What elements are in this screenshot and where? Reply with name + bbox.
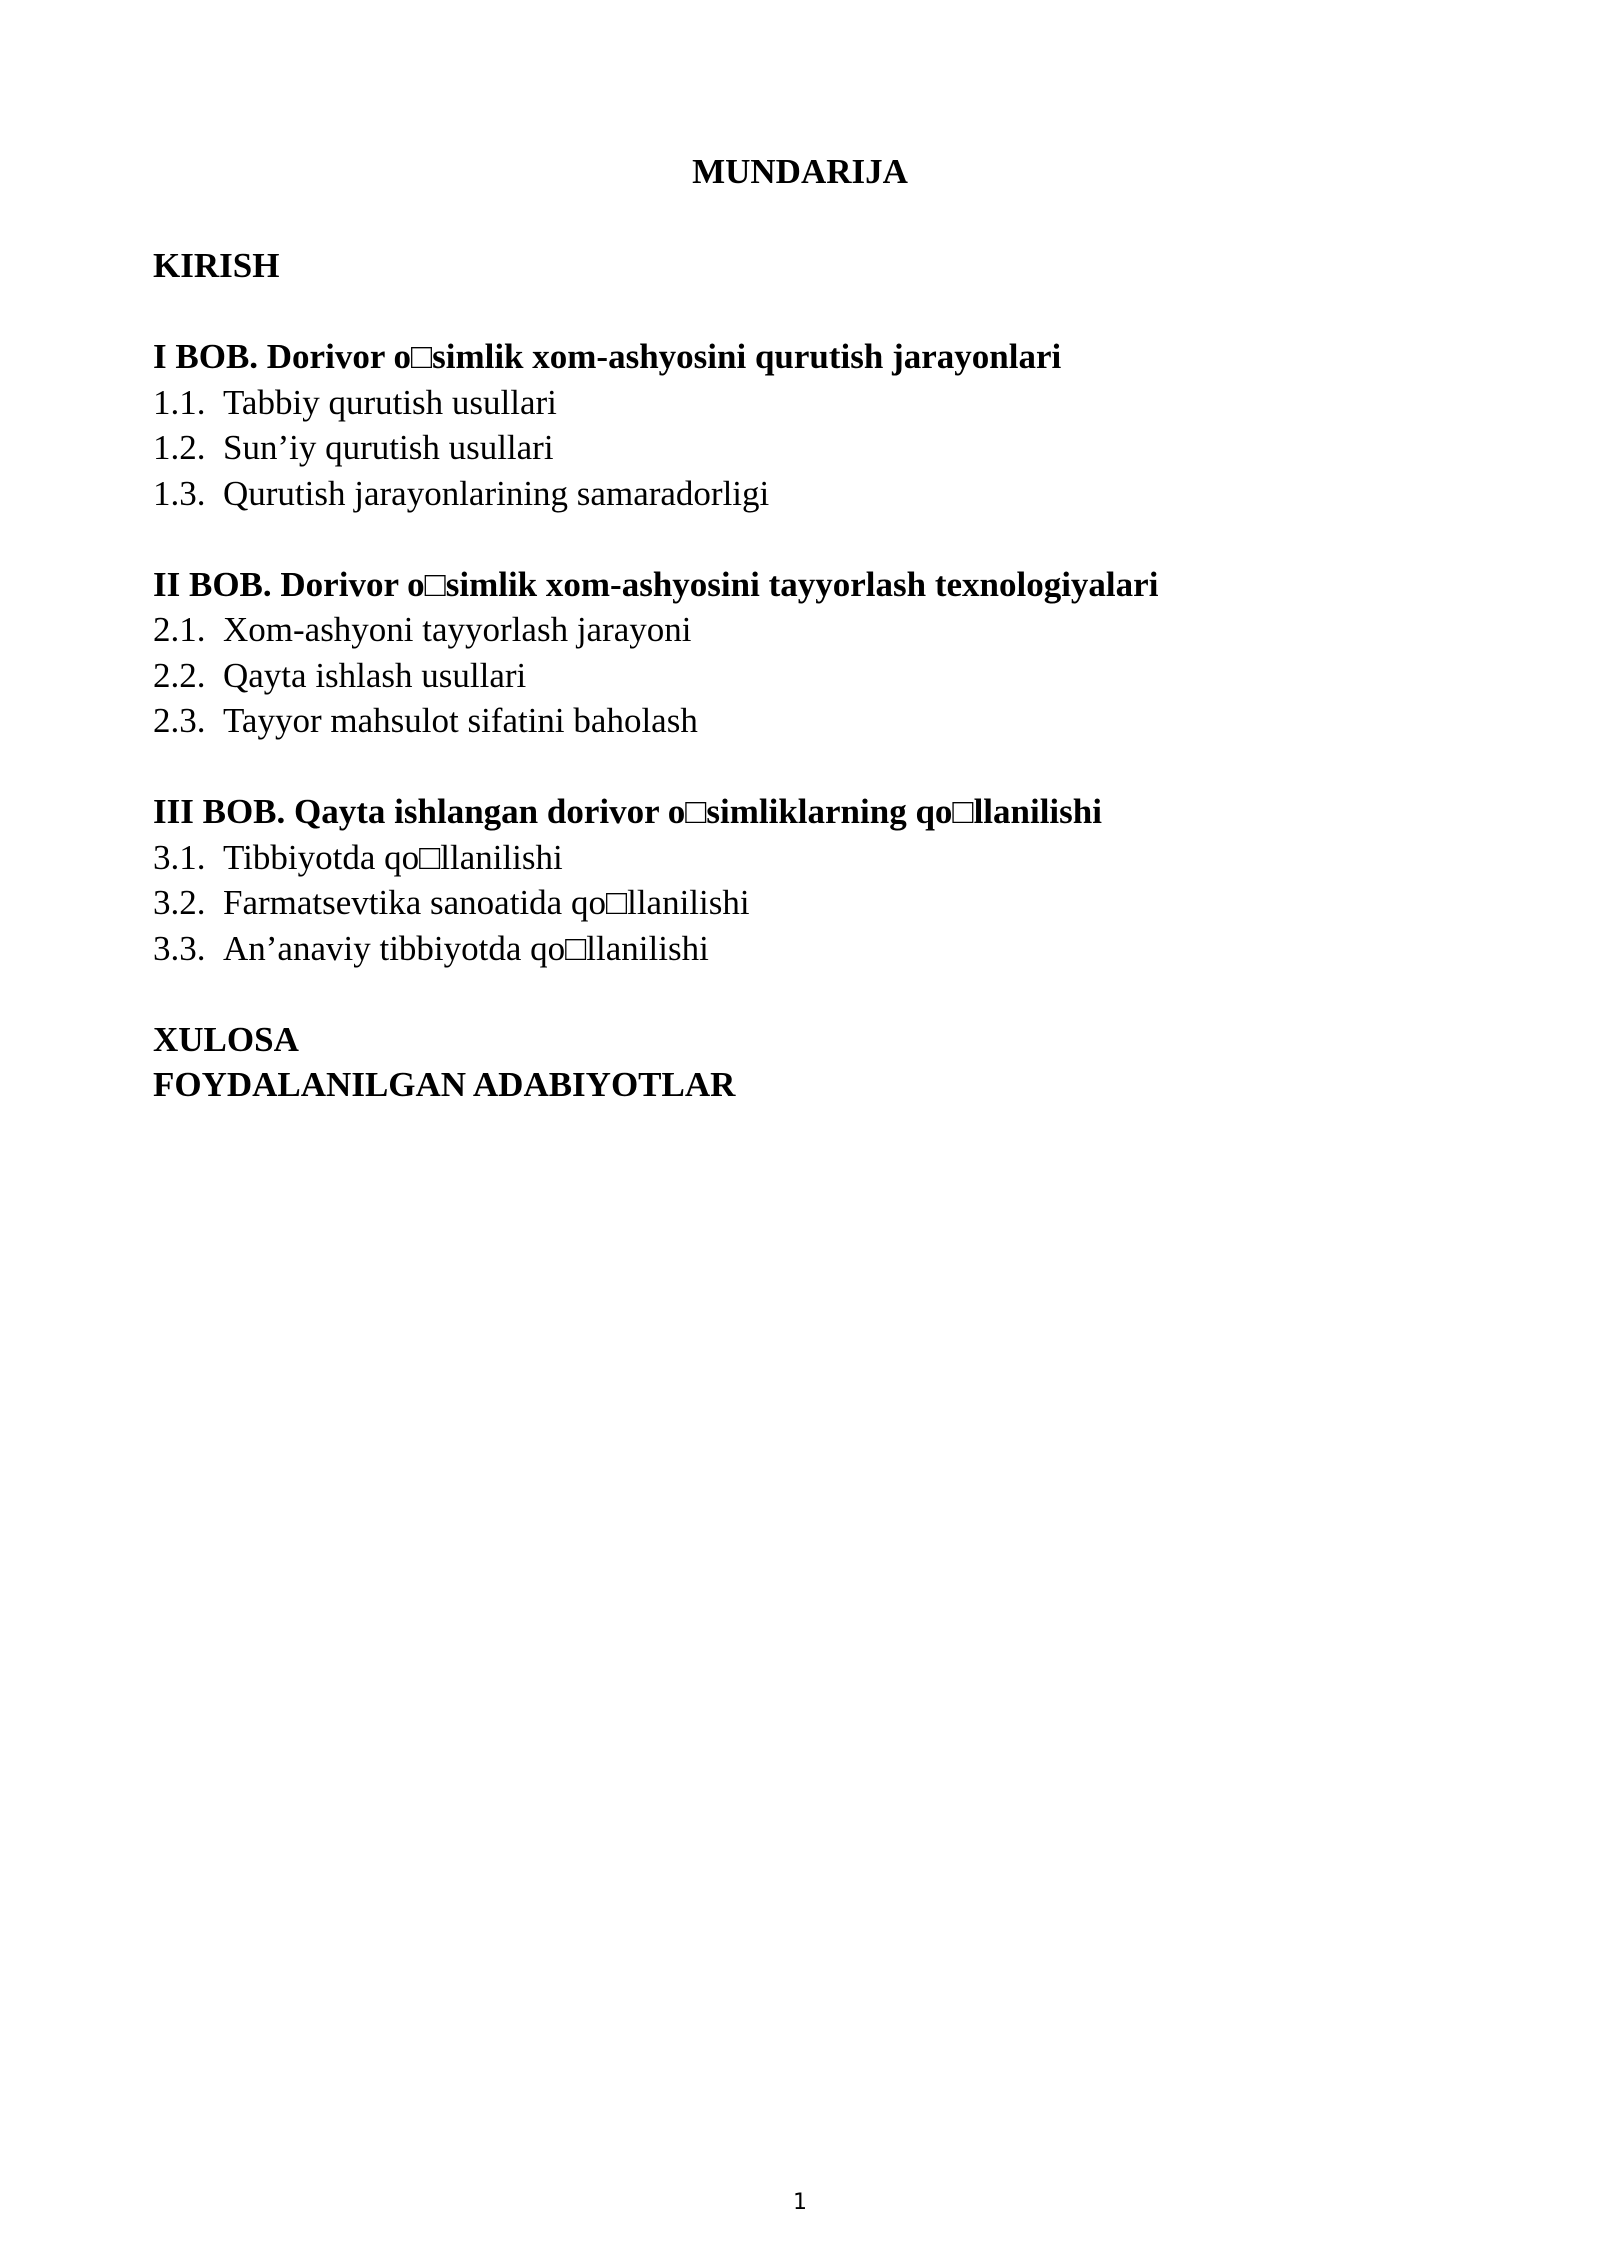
section-title: Tabbiy qurutish usullari [223, 382, 557, 422]
section-number: 1.1. [153, 382, 206, 422]
section-2-1 [153, 607, 1453, 653]
section-number: 3.2. [153, 883, 206, 922]
page-number: 1 [793, 2190, 807, 2215]
section-title: Sun’iy qurutish usullari [223, 428, 554, 467]
toc-references: FOYDALANILGAN ADABIYOTLAR [153, 1065, 736, 1104]
chapter-3-heading: III BOB. Qayta ishlangan dorivor o□simliklarning qo□llanilishi [153, 792, 1102, 831]
section-1-3 [153, 471, 1453, 517]
chapter-1-heading: I BOB. Dorivor o□simlik xom-ashyosini qurutish jarayonlari [153, 337, 1062, 376]
section-title: An’anaviy tibbiyotda qo□llanilishi [223, 928, 709, 968]
section-number: 2.1. [153, 610, 206, 649]
section-title: Tayyor mahsulot sifatini baholash [223, 701, 698, 740]
toc-conclusion: XULOSA [153, 1019, 299, 1059]
section-title: Qayta ishlash usullari [223, 655, 527, 695]
section-number: 2.3. [153, 701, 206, 740]
spacer [153, 289, 1453, 335]
section-3-2 [153, 880, 1453, 926]
spacer [153, 516, 1453, 562]
section-2-3 [153, 698, 1453, 744]
toc-intro: KIRISH [153, 246, 280, 285]
chapter-2-heading: II BOB. Dorivor o□simlik xom-ashyosini tayyorlash texnologiyalari [153, 564, 1159, 604]
section-number: 3.1. [153, 837, 206, 877]
section-number: 1.2. [153, 428, 206, 467]
section-number: 3.3. [153, 928, 206, 968]
section-number: 2.2. [153, 655, 206, 695]
section-title: Qurutish jarayonlarining samaradorligi [223, 473, 770, 513]
section-title: Tibbiyotda qo□llanilishi [223, 837, 563, 877]
section-title: Xom-ashyoni tayyorlash jarayoni [223, 610, 692, 649]
section-1-2 [153, 425, 1453, 471]
section-1-1 [153, 380, 1453, 426]
section-title: Farmatsevtika sanoatida qo□llanilishi [223, 883, 750, 922]
spacer [153, 971, 1453, 1017]
section-number: 1.3. [153, 473, 206, 513]
section-3-3 [153, 926, 1453, 972]
section-3-1 [153, 835, 1453, 881]
table-of-contents [153, 243, 1453, 1108]
section-2-2 [153, 653, 1453, 699]
page-title: MUNDARIJA [692, 152, 908, 191]
spacer [153, 744, 1453, 790]
